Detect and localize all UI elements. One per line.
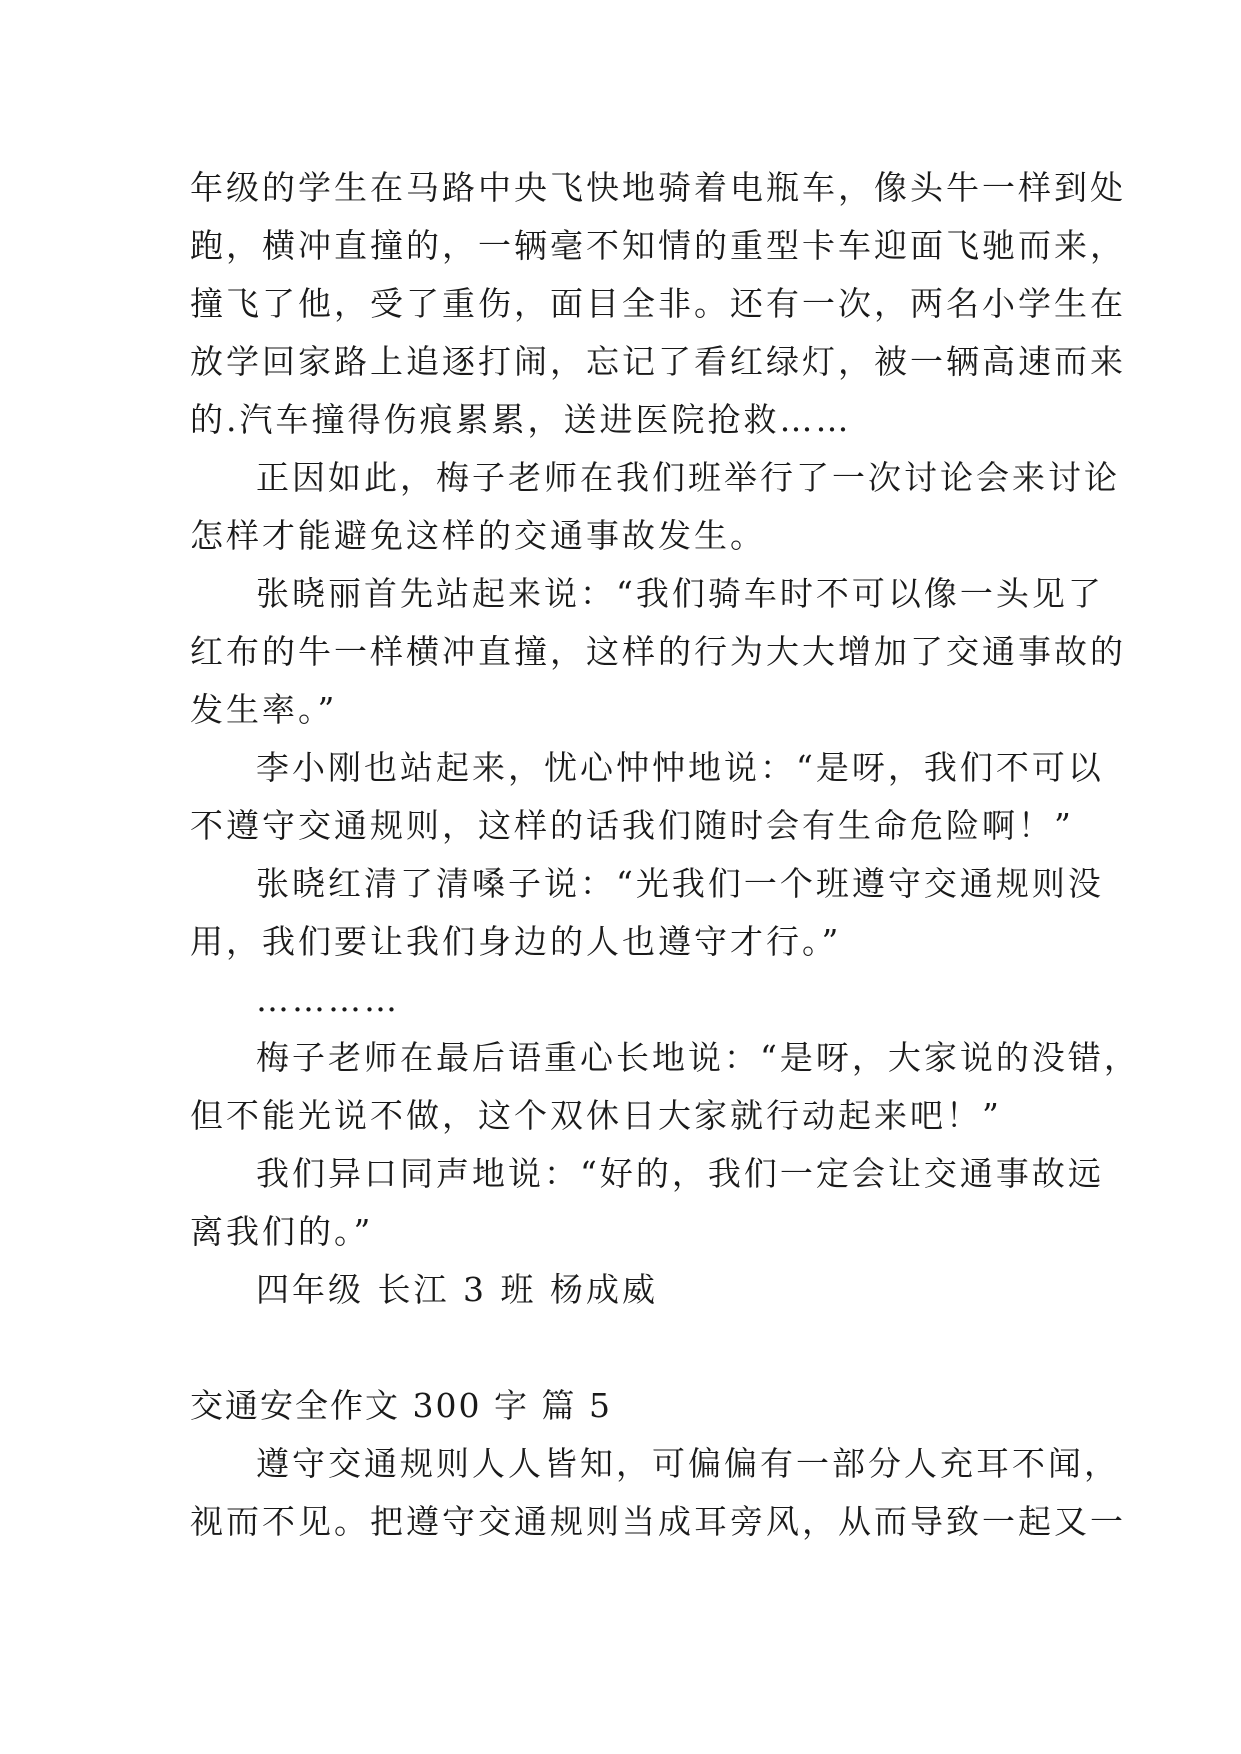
paragraph-start-line: 正因如此，梅子老师在我们班举行了一次讨论会来讨论: [256, 458, 1120, 497]
text-line: 不遵守交通规则，这样的话我们随时会有生命危险啊！”: [190, 806, 1074, 845]
section-gap: [190, 1319, 1050, 1377]
text-line: 视而不见。把遵守交通规则当成耳旁风，从而导致一起又一: [190, 1502, 1126, 1541]
paragraph-start-line: 李小刚也站起来，忧心忡忡地说：“是呀，我们不可以: [256, 748, 1104, 787]
text-line: 的.汽车撞得伤痕累累，送进医院抢救……: [190, 400, 852, 439]
text-line: 离我们的。”: [190, 1212, 374, 1251]
text-line: 但不能光说不做，这个双休日大家就行动起来吧！”: [190, 1096, 1002, 1135]
text-line: 跑，横冲直撞的，一辆毫不知情的重型卡车迎面飞驰而来，: [190, 226, 1126, 265]
text-line: 怎样才能避免这样的交通事故发生。: [190, 516, 766, 555]
text-line: 放学回家路上追逐打闹，忘记了看红绿灯，被一辆高速而来: [190, 342, 1126, 381]
text-line: 年级的学生在马路中央飞快地骑着电瓶车，像头牛一样到处: [190, 168, 1126, 207]
paragraph-start-line: 我们异口同声地说：“好的，我们一定会让交通事故远: [256, 1154, 1104, 1193]
ellipsis-line: …………: [256, 980, 400, 1019]
paragraph-start-line: 梅子老师在最后语重心长地说：“是呀，大家说的没错，: [256, 1038, 1140, 1077]
document-body: [190, 159, 1140, 1551]
text-line: 撞飞了他，受了重伤，面目全非。还有一次，两名小学生在: [190, 284, 1126, 323]
paragraph-start-line: 张晓丽首先站起来说：“我们骑车时不可以像一头见了: [256, 574, 1104, 613]
text-line: 发生率。”: [190, 690, 338, 729]
section-heading: 交通安全作文 300 字 篇 5: [190, 1386, 612, 1425]
paragraph-start-line: 遵守交通规则人人皆知，可偏偏有一部分人充耳不闻，: [256, 1444, 1120, 1483]
text-line: 用，我们要让我们身边的人也遵守才行。”: [190, 922, 842, 961]
author-signature: 四年级 长江 3 班 杨成威: [256, 1270, 658, 1309]
text-line: 红布的牛一样横冲直撞，这样的行为大大增加了交通事故的: [190, 632, 1126, 671]
paragraph-start-line: 张晓红清了清嗓子说：“光我们一个班遵守交通规则没: [256, 864, 1104, 903]
